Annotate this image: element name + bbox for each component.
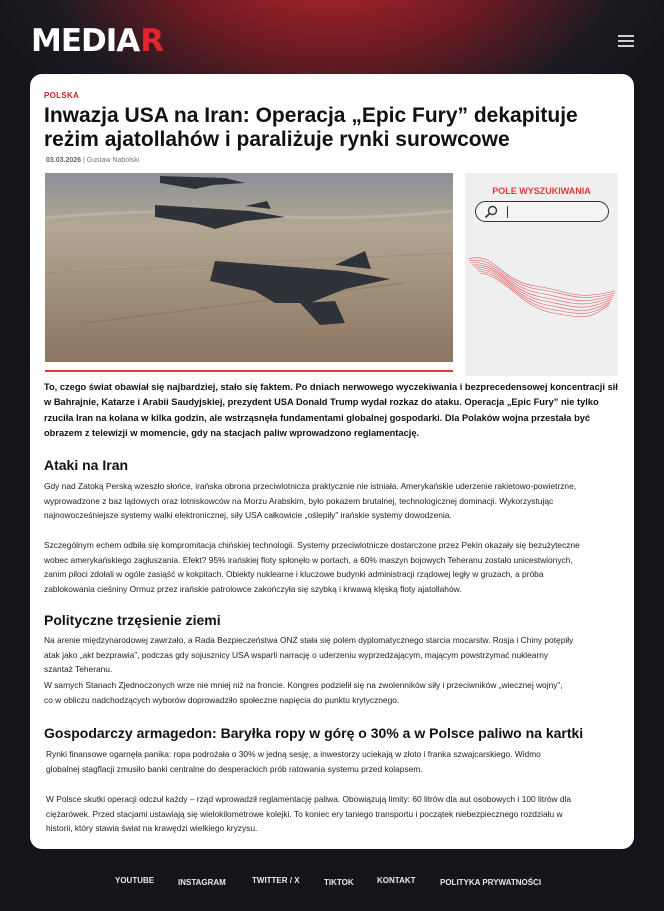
article-category[interactable]: POLSKA — [44, 91, 80, 100]
article-lead: To, czego świat obawiał się najbardziej, stało się faktem. Po dniach nerwowego wyczekiwania i bezprecedensowej koncentracji sił w Bahrajnie, Katarze i Arabii Saudyjskiej, prezydent USA Donald Trump wydał rozkaz do ataku. Operacja „Epic Fury” nie tylko rzuciła Iran na kolana w kilka godzin, ale wstrząsnęła fundamentami globalnej gospodarki. Dla Polaków wojna przestała być obrazem z telewizji w momencie, gdy na stacjach paliw wprowadzono reglamentację. — [44, 382, 618, 439]
section-2-paragraph-2: W samych Stanach Zjednoczonych wrze nie mniej niż na froncie. Kongres podzielił się na zwolenników siły i przeciwników „wiecznej wojny”, co w obliczu nadchodzących wyborów doprowadziło społeczne napięcia do punktu krytycznego. — [44, 680, 563, 705]
article-title: Inwazja USA na Iran: Operacja „Epic Fury” dekapituje reżim ajatollahów i paraliżuje rynki surowcowe — [44, 104, 578, 151]
hero-divider — [45, 370, 453, 372]
decorative-ribbon — [465, 251, 618, 331]
section-3-paragraph-2: W Polsce skutki operacji odczuł każdy – rząd wprowadził reglamentację paliwa. Obowiązują limity: 60 litrów dla aut osobowych i 100 litrów dla ciężarówek. Przed stacjami ustawiają się wielokilometrowe kolejki. To koniec ery taniego transportu i początek niebezpiecznego rozdziału w historii, który stawia świat na krawędzi wielkiego kryzysu. — [46, 794, 572, 834]
site-header — [0, 0, 664, 74]
article-card — [30, 74, 634, 849]
fighter-jets-illustration — [45, 173, 453, 362]
hamburger-menu-icon[interactable] — [618, 35, 634, 47]
site-logo[interactable] — [31, 23, 163, 59]
section-heading-3: Gospodarczy armagedon: Baryłka ropy w górę o 30% a w Polsce paliwo na kartki — [44, 725, 584, 741]
search-label: POLE WYSZUKIWANIA — [492, 186, 591, 196]
section-1-paragraph-1: Gdy nad Zatoką Perską wzeszło słońce, irańska obrona przeciwlotnicza praktycznie nie istniała. Amerykańskie uderzenie rakietowo-powietrzne, wyprowadzone z baz lądowych oraz lotniskowców na Morzu Arabskim, było pokazem brutalnej, technologicznej dominacji. Wykorzystując najnowocześniejsze systemy walki elektronicznej, siły USA całkowicie „oślepiły” irańskie systemy dowodzenia. — [44, 481, 577, 521]
article-author: Gustaw Nabolski — [86, 157, 140, 164]
logo-main-text: MEDIA — [31, 23, 140, 59]
footer-link-tiktok[interactable]: TIKTOK — [324, 878, 354, 887]
meta-separator: | — [83, 157, 85, 164]
section-1-paragraph-2: Szczególnym echem odbiła się kompromitacja chińskiej technologii. Systemy przeciwlotnicze dostarczone przez Pekin okazały się bezużyteczne wobec amerykańskiego zagłuszania. Efekt? 95% irańskiej floty spłonęło w portach, a 60% maszyn bojowych Teheranu zostało unicestwionych, zanim piloci zdołali w ogóle zasiąść w kokpitach. Obiekty nuklearne i kluczowe budynki administracji rządowej legły w gruzach, a próba zablokowania cieśniny Ormuz przez irańskie patrolowce zakończyła się szybką i krwawą klęską floty ajatollahów. — [44, 540, 580, 594]
footer-link-privacy[interactable]: POLITYKA PRYWATNOŚCI — [440, 878, 542, 887]
magnifier-icon[interactable] — [484, 205, 498, 219]
footer-nav — [0, 876, 664, 890]
sidebar — [465, 173, 618, 376]
footer-link-contact[interactable]: KONTAKT — [377, 876, 416, 885]
section-2-paragraph-1: Na arenie międzynarodowej zawrzało, a Rada Bezpieczeństwa ONZ stała się polem dyplomatycznego starcia mocarstw. Rosja i Chiny potępiły atak jako „akt bezprawia”, podczas gdy sojusznicy USA wsparli narrację o uderzeniu wyprzedzającym, mającym powstrzymać nuklearny szantaż Teheranu. — [44, 635, 574, 675]
article-date: 03.03.2026 — [46, 157, 82, 164]
article-meta — [46, 157, 139, 164]
search-input[interactable] — [475, 201, 609, 222]
footer-link-twitter[interactable]: TWITTER / X — [252, 876, 300, 885]
section-heading-1: Ataki na Iran — [44, 457, 129, 473]
hero-image — [45, 173, 453, 362]
section-3-paragraph-1: Rynki finansowe ogarnęła panika: ropa podrożała o 30% w jedną sesję, a inwestorzy uciekają w złoto i franka szwajcarskiego. Widmo globalnej stagflacji zmusiło banki centralne do desperackich prób ratowania systemu przed kolapsem. — [46, 749, 541, 774]
footer-link-youtube[interactable]: YOUTUBE — [115, 876, 155, 885]
footer-link-instagram[interactable]: INSTAGRAM — [178, 878, 226, 887]
logo-accent-text: R — [140, 23, 164, 59]
text-caret — [507, 206, 508, 218]
section-heading-2: Polityczne trzęsienie ziemi — [44, 612, 221, 628]
